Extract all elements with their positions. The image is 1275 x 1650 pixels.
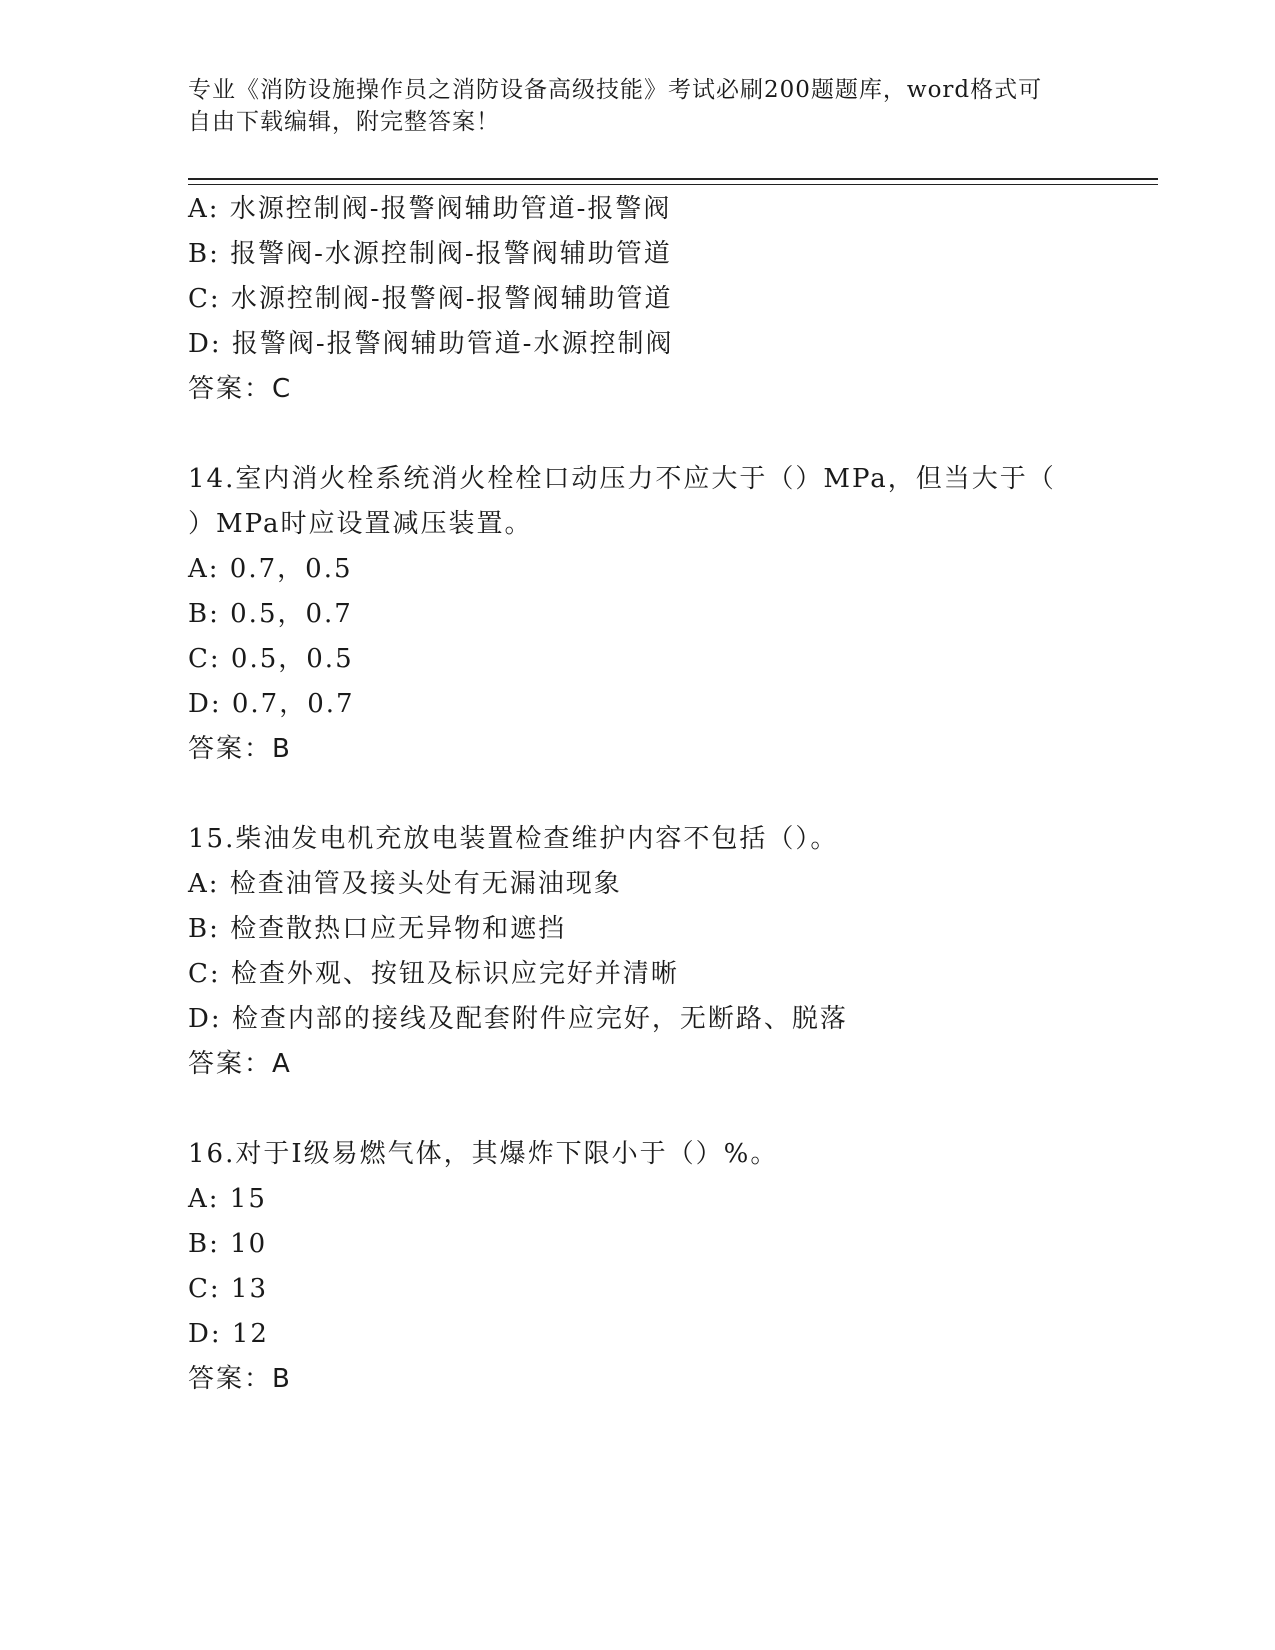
q16-option-d: D: 12 [188,1319,269,1349]
q15-option-d: D: 检查内部的接线及配套附件应完好，无断路、脱落 [188,1004,848,1034]
q15-stem: 15.柴油发电机充放电装置检查维护内容不包括（）。 [188,824,839,854]
q15-answer: 答案：A [188,1049,292,1079]
q13-option-a: A: 水源控制阀-报警阀辅助管道-报警阀 [188,194,672,224]
q13-option-b: B: 报警阀-水源控制阀-报警阀辅助管道 [188,239,672,269]
document-header [188,74,1088,138]
header-divider-thin [188,184,1158,185]
q14-answer: 答案：B [188,734,292,764]
q15-option-b: B: 检查散热口应无异物和遮挡 [188,914,567,944]
q14-stem-line-2: ）MPa时应设置减压装置。 [188,509,533,539]
q15-option-a: A: 检查油管及接头处有无漏油现象 [188,869,622,899]
q14-option-c: C: 0.5，0.5 [188,644,354,674]
q15-option-c: C: 检查外观、按钮及标识应完好并清晰 [188,959,679,989]
header-divider-thick [188,178,1158,180]
q13-option-c: C: 水源控制阀-报警阀-报警阀辅助管道 [188,284,673,314]
q13-option-d: D: 报警阀-报警阀辅助管道-水源控制阀 [188,329,674,359]
q14-option-a: A: 0.7，0.5 [188,554,353,584]
header-line-2: 自由下载编辑，附完整答案！ [188,109,500,135]
q14-option-d: D: 0.7，0.7 [188,689,355,719]
q14-stem-line-1: 14.室内消火栓系统消火栓栓口动压力不应大于（）MPa，但当大于（ [188,464,1056,494]
q16-option-c: C: 13 [188,1274,269,1304]
q13-answer: 答案：C [188,374,293,404]
q16-option-b: B: 10 [188,1229,268,1259]
q16-option-a: A: 15 [188,1184,267,1214]
q16-stem: 16.对于Ⅰ级易燃气体，其爆炸下限小于（）%。 [188,1139,779,1169]
header-line-1: 专业《消防设施操作员之消防设备高级技能》考试必刷200题题库，word格式可 [188,77,1043,103]
q16-answer: 答案：B [188,1364,292,1394]
q14-option-b: B: 0.5，0.7 [188,599,353,629]
